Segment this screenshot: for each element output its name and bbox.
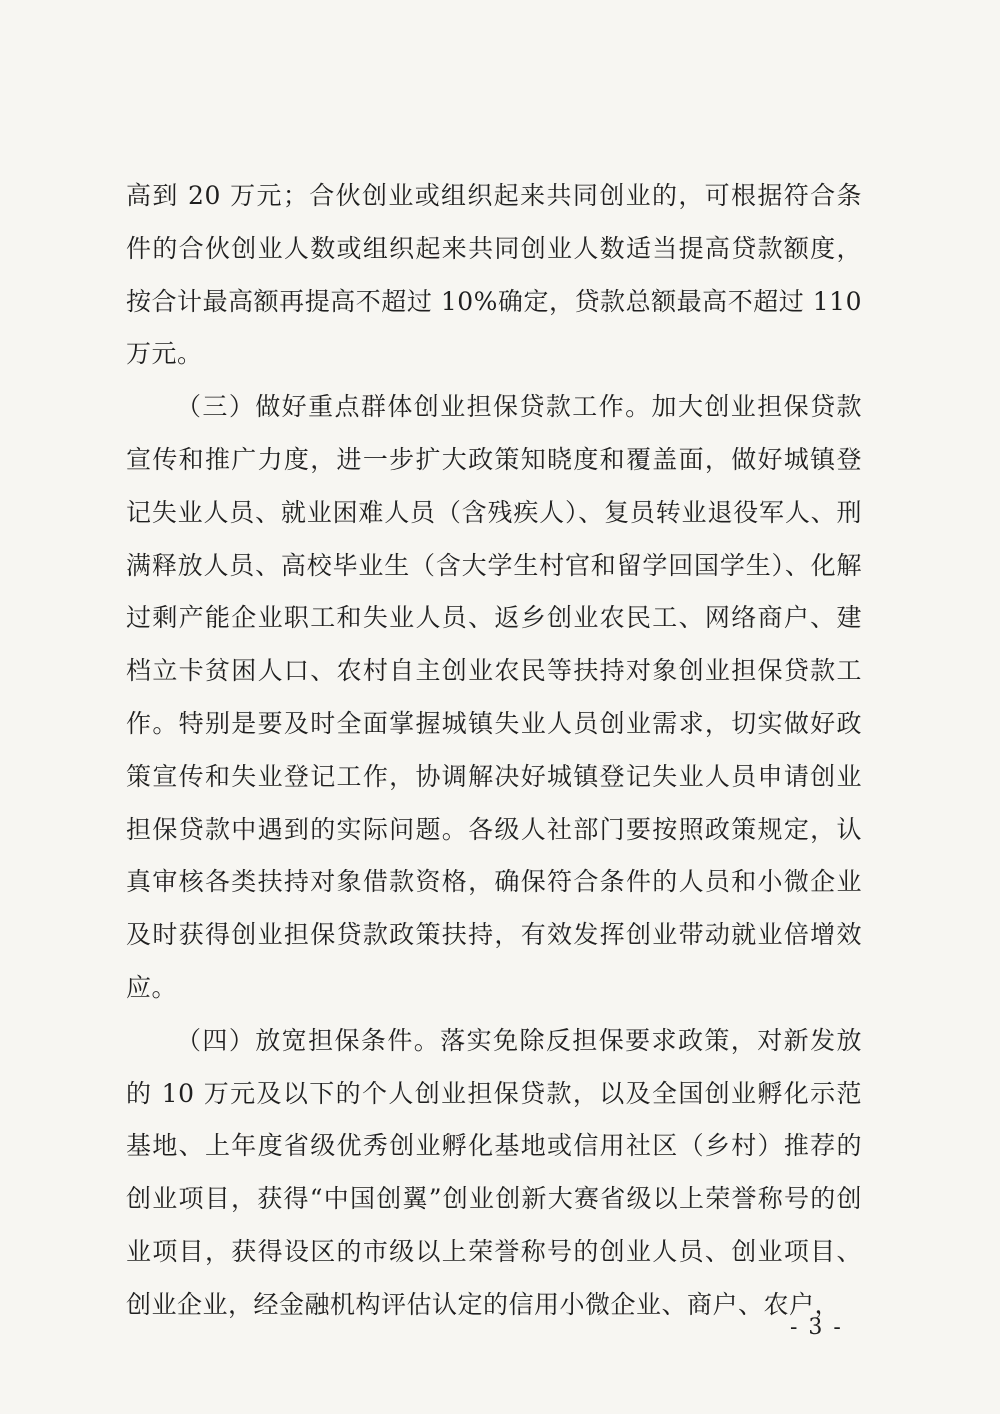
document-body xyxy=(126,170,862,1332)
page-number: - 3 - xyxy=(790,1315,843,1340)
paragraph-section-4: （四）放宽担保条件。落实免除反担保要求政策，对新发放的 10 万元及以下的个人创业担保贷款，以及全国创业孵化示范基地、上年度省级优秀创业孵化基地或信用社区（乡村）推荐的创业项目，获得“中国创翼”创业创新大赛省级以上荣誉称号的创业项目，获得设区的市级以上荣誉称号的创业人员、创业项目、创业企业，经金融机构评估认定的信用小微企业、商户、农户， xyxy=(126,1025,862,1319)
paragraph-section-3: （三）做好重点群体创业担保贷款工作。加大创业担保贷款宣传和推广力度，进一步扩大政策知晓度和覆盖面，做好城镇登记失业人员、就业困难人员（含残疾人）、复员转业退役军人、刑满释放人员、高校毕业生（含大学生村官和留学回国学生）、化解过剩产能企业职工和失业人员、返乡创业农民工、网络商户、建档立卡贫困人口、农村自主创业农民等扶持对象创业担保贷款工作。特别是要及时全面掌握城镇失业人员创业需求，切实做好政策宣传和失业登记工作，协调解决好城镇登记失业人员申请创业担保贷款中遇到的实际问题。各级人社部门要按照政策规定，认真审核各类扶持对象借款资格，确保符合条件的人员和小微企业及时获得创业担保贷款政策扶持，有效发挥创业带动就业倍增效应。 xyxy=(126,392,862,1002)
paragraph-continuation: 高到 20 万元；合伙创业或组织起来共同创业的，可根据符合条件的合伙创业人数或组织起来共同创业人数适当提高贷款额度，按合计最高额再提高不超过 10%确定，贷款总额最高不超过 110 万元。 xyxy=(126,181,862,369)
